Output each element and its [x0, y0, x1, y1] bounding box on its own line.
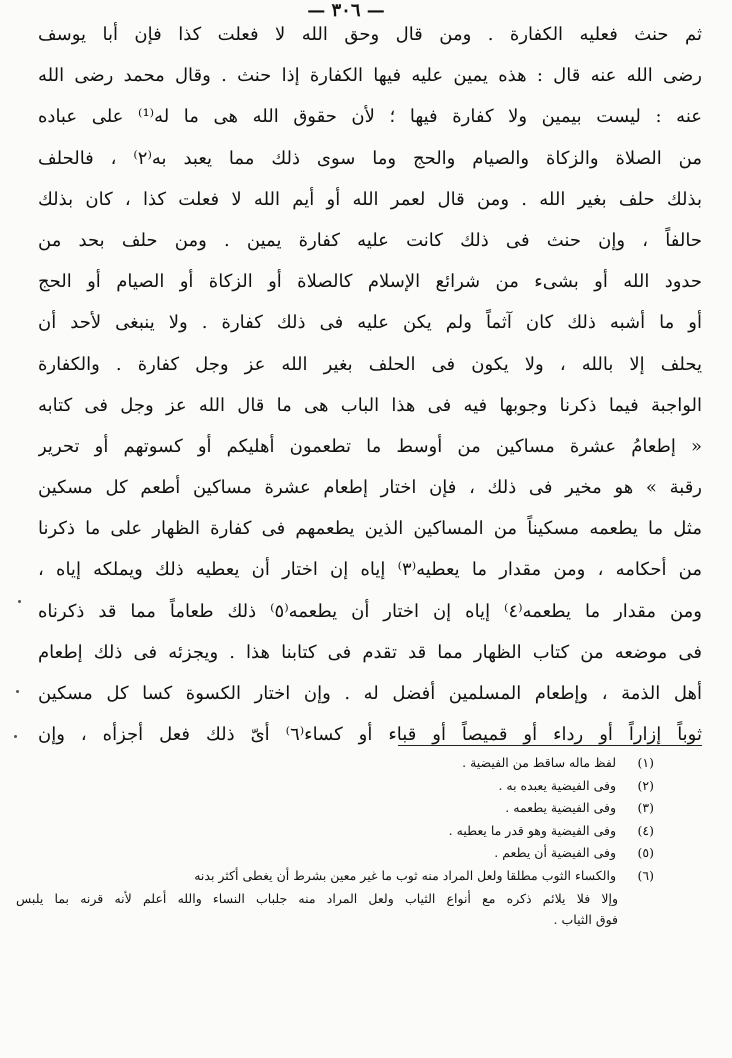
footnote-continuation: فوق الثياب .	[553, 911, 618, 927]
text-line: ومن مقدار ما يطعمه⁽٤⁾ إياه إن اختار أن يطعمه⁽٥⁾ ذلك طعاماً مما قد ذكرناه	[38, 600, 702, 622]
text-line: من الصلاة والزكاة والصيام والحج وما سوى ذلك مما يعبد به⁽٢⁾ ، فالحلف	[38, 147, 702, 169]
footnote-text: وفى الفيضية يطعمه .	[505, 800, 617, 816]
footnote-number: (٤)	[637, 822, 654, 838]
footnote-number: (٦)	[637, 867, 654, 883]
footnote-separator	[398, 745, 702, 746]
footnote-text: والكساء الثوب مطلقا ولعل المراد منه ثوب ما غير معين بشرط أن يغطى أكثر بدنه	[194, 867, 617, 883]
scan-speck	[18, 600, 21, 603]
text-line: عنه : ليست بيمين ولا كفارة فيها ؛ لأن حقوق الله هى ما له⁽¹⁾ على عباده	[38, 106, 702, 128]
text-line: مثل ما يطعمه مسكيناً من المساكين الذين يطعمهم فى كفارة الظهار على ما ذكرنا	[38, 518, 702, 540]
text-line: حالفاً ، وإن حنث فى ذلك كانت عليه كفارة يمين . ومن حلف بحد من	[38, 229, 702, 251]
footnote	[40, 752, 654, 775]
footnote-number: (٥)	[637, 845, 654, 861]
scan-speck	[14, 735, 17, 738]
text-line: رضى الله عنه قال : هذه يمين عليه فيها الكفارة إذا حنث . وقال محمد رضى الله	[38, 65, 702, 87]
scan-speck	[16, 690, 19, 693]
text-line: فى موضعه من كتاب الظهار مما قد تقدم فى كتابنا هذا . ويجزئه فى ذلك إطعام	[38, 641, 702, 663]
footnote-text: وفى الفيضية يعبده به .	[498, 777, 617, 793]
footnote	[40, 842, 654, 865]
footnotes	[16, 752, 654, 930]
text-line: حدود الله أو بشىء من شرائع الإسلام كالصلاة أو الزكاة أو الصيام أو الحج	[38, 271, 702, 293]
footnote-continuation: وإلا فلا يلائم ذكره مع أنواع الثياب ولعل المراد منه جلباب النساء والله أعلم لأنه قرنه بما يلبس	[16, 890, 618, 906]
text-line: بذلك حلف بغير الله . ومن قال لعمر الله أو أيم الله لا فعلت كذا ، كان بذلك	[38, 188, 702, 210]
page-number: — ٣٠٦ —	[307, 0, 385, 21]
footnote-text: وفى الفيضية أن يطعم .	[494, 845, 617, 861]
main-text	[38, 14, 702, 755]
footnote	[40, 820, 654, 843]
footnote	[40, 797, 654, 820]
footnote	[40, 865, 654, 888]
text-line: رقبة » هو مخير فى ذلك ، فإن اختار إطعام عشرة مساكين أطعم كل مسكين	[38, 477, 702, 499]
text-line: يحلف إلا بالله ، ولا يكون فى الحلف بغير الله عز وجل كفارة . والكفارة	[38, 353, 702, 375]
text-line: « إطعامُ عشرة مساكين من أوسط ما تطعمون أهليكم أو كسوتهم أو تحرير	[38, 435, 702, 457]
text-line: الواجبة فيما ذكرنا وجوبها فيه فى هذا الباب هى ما قال الله عز وجل فى كتابه	[38, 394, 702, 416]
footnote	[40, 775, 654, 798]
text-line: ثوباً إزاراً أو رداء أو قميصاً أو قباء أو كساء⁽٦⁾ أىّ ذلك فعل أجزأه ، وإن	[38, 724, 702, 746]
footnote-text: وفى الفيضية وهو قدر ما يعطيه .	[448, 822, 617, 838]
text-line: ثم حنث فعليه الكفارة . ومن قال وحق الله لا فعلت كذا فإن أبا يوسف	[38, 24, 702, 45]
footnote-number: (١)	[637, 755, 654, 770]
footnote-number: (٣)	[637, 800, 654, 816]
text-line: أو ما أشبه ذلك كان آثماً ولم يكن عليه فى ذلك كفارة . ولا ينبغى لأحد أن	[38, 312, 702, 334]
text-line: أهل الذمة ، وإطعام المسلمين أفضل له . وإن اختار الكسوة كسا كل مسكين	[38, 683, 702, 704]
text-line: من أحكامه ، ومن مقدار ما يعطيه⁽٣⁾ إياه إن اختار أن يعطيه ذلك ويملكه إياه ،	[38, 559, 702, 581]
footnote-number: (٢)	[637, 777, 654, 793]
footnote-text: لفظ ماله ساقط من الفيضية .	[462, 755, 617, 770]
